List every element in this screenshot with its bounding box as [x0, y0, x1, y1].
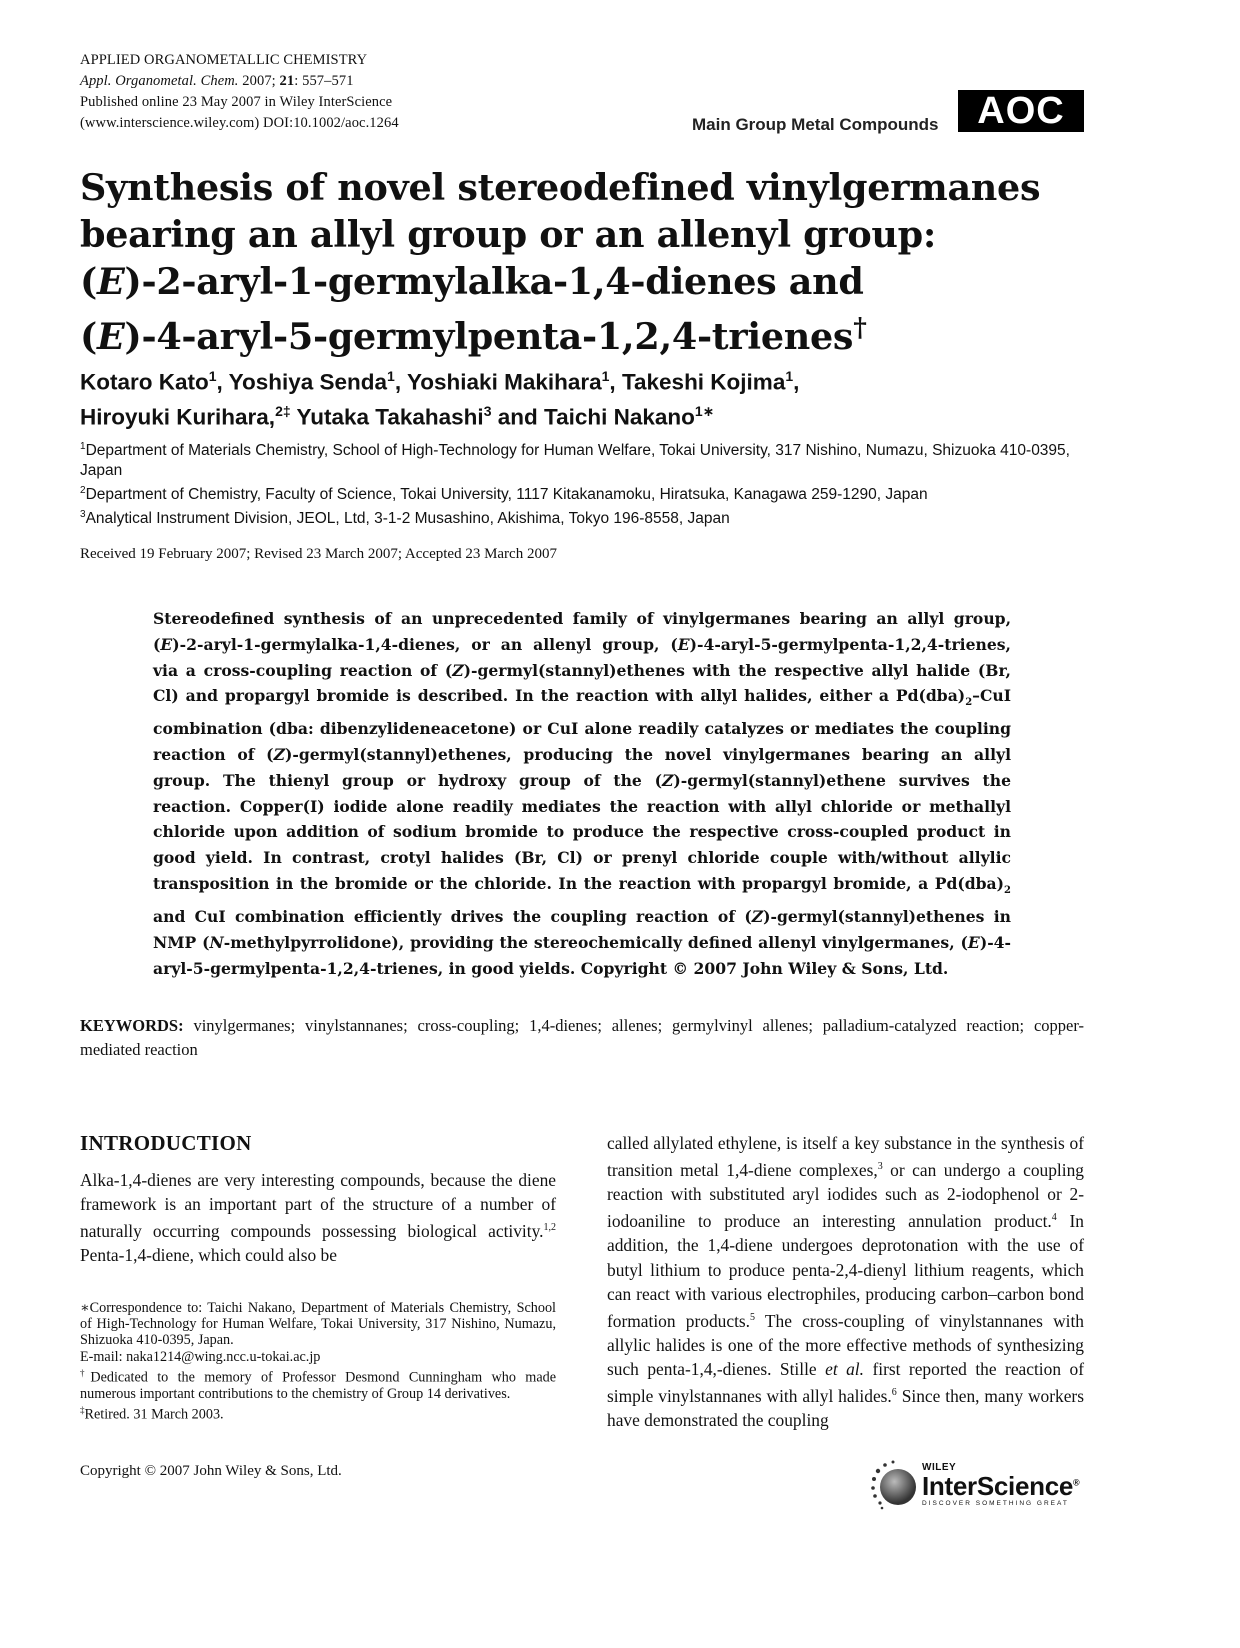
author: Takeshi Kojima [621, 369, 786, 395]
affiliation [80, 437, 1090, 481]
logo-text [922, 1463, 1079, 1508]
dedication-note: †Dedicated to the memory of Professor Desmond Cunningham who made numerous important contributions to the chemistry of Group 14 derivatives. [80, 1367, 557, 1402]
author-separator: and [491, 404, 544, 429]
title-line: Synthesis of novel stereodefined vinylgermanes [80, 166, 1041, 209]
author-separator: , [394, 369, 407, 395]
keywords-label: KEYWORDS: [80, 1016, 184, 1035]
affiliation-number: 2 [80, 485, 86, 497]
journal-header [80, 50, 399, 134]
author-affil-mark: 2‡ [275, 402, 291, 419]
received-dates: Received 19 February 2007; Revised 23 March 2007; Accepted 23 March 2007 [80, 546, 557, 562]
doi-line[interactable]: (www.interscience.wiley.com) DOI:10.1002/aoc.1264 [80, 115, 399, 131]
wiley-interscience-logo [868, 1455, 1088, 1515]
affiliations [80, 437, 1090, 529]
author-separator: , [793, 369, 800, 395]
correspondence-note: ∗Correspondence to: Taichi Nakano, Department of Materials Chemistry, School of High-Technology for Human Welfare, Tokai University, 317 Nishino, Numazu, Shizuoka 410-0395, Japan. [80, 1300, 556, 1349]
abstract: Stereodefined synthesis of an unprecedented family of vinylgermanes bearing an allyl group, (E)-2-aryl-1-germylalka-1,4-dienes, or an allenyl group, (E)-4-aryl-5-germylpenta-1,2,4-trienes, via a cross-coupling reaction of (Z)-germyl(stannyl)ethenes with the respective allyl halide (Br, Cl) and propargyl bromide is described. In the reaction with allyl halides, either a $Pd(dba)_2$–CuI combination (dba: dibenzylideneacetone) or CuI alone readily catalyzes or mediates the coupling reaction of (Z)-germyl(stannyl)ethenes, producing the novel vinylgermanes bearing an allyl group. The thienyl group or hydroxy group of the (Z)-germyl(stannyl)ethene survives the reaction. Copper(I) iodide alone readily mediates the reaction with allyl chloride or methallyl chloride upon addition of sodium bromide to produce the respective cross-coupled product in good yield. In contrast, crotyl halides (Br, Cl) or prenyl chloride couple with/without allylic transposition in the bromide or the chloride. In the reaction with propargyl bromide, a $Pd(dba)_2$ and CuI combination efficiently drives the coupling reaction of (Z)-germyl(stannyl)ethenes in NMP (N-methylpyrrolidone), providing the stereochemically defined allenyl vinylgermanes, (E)-4-aryl-5-germylpenta-1,2,4-trienes, in good yields. Copyright © 2007 John Wiley & Sons, Ltd. [153, 609, 1012, 978]
footer-copyright: Copyright © 2007 John Wiley & Sons, Ltd. [80, 1463, 342, 1479]
logo-wiley: WILEY [922, 1461, 957, 1473]
keywords [80, 1014, 1084, 1062]
title-line: bearing an allyl group or an allenyl group: [80, 213, 937, 256]
journal-name: APPLIED ORGANOMETALLIC CHEMISTRY [80, 52, 368, 68]
footnotes [80, 1300, 556, 1423]
author-separator: , [609, 369, 622, 395]
citation-line: Appl. Organometal. Chem. 2007; 21: 557–571 [80, 73, 354, 89]
title-line: (E)-4-aryl-5-germylpenta-1,2,4-trienes† [80, 313, 867, 359]
author-list [80, 362, 1080, 431]
author-affil-mark: 1 [387, 368, 395, 384]
author-affil-mark: 1∗ [694, 402, 715, 419]
affiliation [80, 481, 1090, 505]
author-affil-mark: 1 [785, 368, 794, 384]
intro-paragraph-left: Alka-1,4-dienes are very interesting compounds, because the diene framework is an important part of the structure of a number of naturally occurring compounds possessing biological activity.$^{1,2}$ Penta-1,4-diene, which could also be [80, 1170, 556, 1266]
dagger-mark: † [853, 313, 867, 343]
author-affil-mark: 1 [208, 368, 217, 384]
affiliation-number: 1 [80, 441, 86, 452]
retired-note: ‡Retired. 31 March 2003. [80, 1404, 224, 1423]
author-separator: , [216, 369, 229, 395]
affiliation [80, 505, 1090, 529]
section-label: Main Group Metal Compounds [692, 115, 939, 134]
author: Kotaro Kato [80, 369, 209, 395]
author-affil-mark: 3 [483, 402, 492, 419]
section-heading-introduction: INTRODUCTION [80, 1131, 252, 1155]
globe-icon [868, 1459, 920, 1511]
author-affil-mark: 1 [601, 368, 610, 384]
author: Taichi Nakano [544, 404, 695, 429]
author: Yoshiaki Makihara [406, 369, 602, 395]
logo-interscience: InterScience® [922, 1470, 1080, 1501]
author: Hiroyuki Kurihara, [80, 404, 276, 429]
published-line: Published online 23 May 2007 in Wiley InterScience [80, 94, 393, 110]
affiliation-text: Department of Materials Chemistry, School of High-Technology for Human Welfare, Tokai University, 317 Nishino, Numazu, Shizuoka 410-0395, Japan [80, 442, 1070, 480]
keywords-text: vinylgermanes; vinylstannanes; cross-coupling; 1,4-dienes; allenes; germylvinyl allenes; palladium-catalyzed reaction; copper-mediated reaction [80, 1016, 1085, 1059]
author: Yutaka Takahashi [296, 404, 484, 429]
journal-badge: AOC [958, 90, 1084, 132]
affiliation-number: 3 [80, 509, 86, 521]
article-title [80, 164, 1080, 360]
intro-paragraph-right: called allylated ethylene, is itself a key substance in the synthesis of transition metal 1,4-diene complexes,$^3$ or can undergo a coupling reaction with substituted aryl iodides such as 2-iodophenol or 2-iodoaniline to produce an interesting annulation product.$^4$ In addition, the 1,4-diene undergoes deprotonation with the use of butyl lithium to produce penta-2,4-dienyl lithium reagents, which can react with various electrophiles, producing carbon–carbon bond formation products.$^5$ The cross-coupling of vinylstannanes with allylic halides is one of the more effective methods of synthesizing such penta-1,4,-dienes. Stille et al. first reported the reaction of simple vinylstannanes with allyl halides.$^6$ Since then, many workers have demonstrated the coupling [607, 1133, 1084, 1431]
affiliation-text: Analytical Instrument Division, JEOL, Ltd, 3-1-2 Musashino, Akishima, Tokyo 196-8558, Japan [85, 510, 730, 528]
logo-tagline: DISCOVER SOMETHING GREAT [922, 1499, 1069, 1507]
author: Yoshiya Senda [228, 369, 388, 395]
email-note[interactable]: E-mail: naka1214@wing.ncc.u-tokai.ac.jp [80, 1348, 321, 1365]
title-line: (E)-2-aryl-1-germylalka-1,4-dienes and [80, 260, 864, 303]
affiliation-text: Department of Chemistry, Faculty of Science, Tokai University, 1117 Kitakanamoku, Hiratsuka, Kanagawa 259-1290, Japan [85, 486, 928, 504]
